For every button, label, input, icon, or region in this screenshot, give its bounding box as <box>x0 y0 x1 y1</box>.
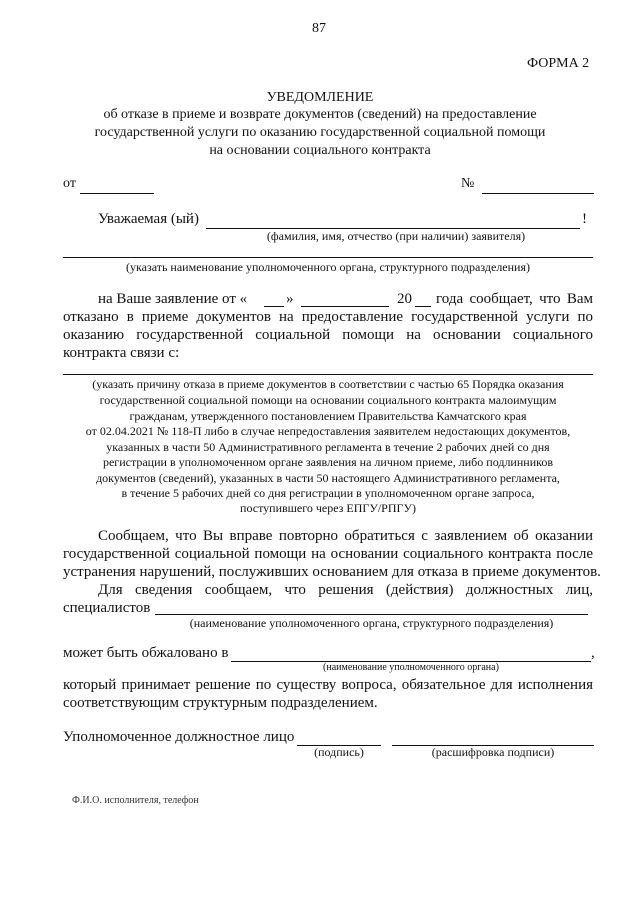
signature-label: Уполномоченное должностное лицо <box>63 729 295 745</box>
application-year-prefix: 20 <box>397 291 412 307</box>
appeal-line-2: который принимает решение по существу вопроса, обязательное для исполнения <box>63 677 593 693</box>
paragraph-1-line-3: оказанию государственной социальной помощи на основании социального <box>63 327 593 343</box>
document-heading: УВЕДОМЛЕНИЕ <box>266 90 374 105</box>
page-number: 87 <box>312 21 326 36</box>
applicant-name-hint: (фамилия, имя, отчество (при наличии) заявителя) <box>266 229 526 243</box>
appeal-line-3: соответствующим структурным подразделением. <box>63 695 378 711</box>
application-year-field[interactable] <box>415 306 431 307</box>
signature-decode-hint: (расшифровка подписи) <box>431 745 555 759</box>
appeal-label: может быть обжаловано в <box>63 645 229 661</box>
specialists-authority-hint: (наименование уполномоченного органа, структурного подразделения) <box>189 616 554 630</box>
application-month-field[interactable] <box>301 306 389 307</box>
authority-name-hint: (указать наименование уполномоченного органа, структурного подразделения) <box>125 260 530 274</box>
greeting-exclamation: ! <box>582 211 587 227</box>
document-number-field[interactable] <box>482 193 594 194</box>
appeal-comma: , <box>591 645 595 661</box>
refusal-reason-hint-3: гражданам, утвержденного постановлением Правительства Камчатского края <box>129 409 527 423</box>
paragraph-1-line-4: контракта связи с: <box>63 345 180 361</box>
refusal-reason-hint-4: от 02.04.2021 № 118-П либо в случае непредоставления заявителем недостающих документов, <box>85 424 571 438</box>
refusal-reason-field[interactable] <box>63 374 593 375</box>
signature-hint: (подпись) <box>314 745 364 759</box>
application-quote-close: » <box>286 291 294 307</box>
application-text-end: года сообщает, что Вам <box>436 291 593 307</box>
refusal-reason-hint-1: (указать причину отказа в приеме документов в соответствии с частью 65 Порядка оказания <box>92 377 564 391</box>
refusal-reason-hint-6: регистрации в уполномоченном органе заявления на личном приеме, либо подлинников <box>102 455 554 469</box>
refusal-reason-hint-2: государственной социальной помощи на основании социального контракта малоимущим <box>99 393 557 407</box>
refusal-reason-hint-8: в течение 5 рабочих дней со дня регистрации в уполномоченном органе запроса, <box>121 486 535 500</box>
authority-name-field[interactable] <box>63 257 593 258</box>
paragraph-3-line-1: Для сведения сообщаем, что решения (действия) должностных лиц, <box>98 582 593 598</box>
refusal-reason-hint-7: документов (сведений), указанных в части 50 настоящего Административного регламента, <box>96 471 560 485</box>
refusal-reason-hint-9: поступившего через ЕПГУ/РПГУ) <box>240 501 416 515</box>
from-label: от <box>63 176 76 191</box>
document-subtitle-line-1: об отказе в приеме и возврате документов (сведений) на предоставление <box>103 107 537 122</box>
paragraph-2-line-2: государственной социальной помощи на основании социального контракта после <box>63 546 593 562</box>
application-text-start: на Ваше заявление от « <box>98 291 248 307</box>
paragraph-2-line-3: устранения нарушений, послуживших основанием для отказа в приеме документов. <box>63 564 601 580</box>
greeting-label: Уважаемая (ый) <box>98 211 199 227</box>
appeal-authority-hint: (наименование уполномоченного органа) <box>323 662 499 673</box>
application-day-field[interactable] <box>264 306 284 307</box>
document-subtitle-line-3: на основании социального контракта <box>209 143 431 158</box>
paragraph-2-line-1: Сообщаем, что Вы вправе повторно обратиться с заявлением об оказании <box>98 528 593 544</box>
from-date-field[interactable] <box>80 193 154 194</box>
document-subtitle-line-2: государственной услуги по оказанию государственной социальной помощи <box>94 125 546 140</box>
paragraph-1-line-2: отказано в приеме документов на предоставление государственной услуги по <box>63 309 593 325</box>
form-label: ФОРМА 2 <box>527 56 590 71</box>
executor-contact-note: Ф.И.О. исполнителя, телефон <box>72 795 199 806</box>
specialists-label: специалистов <box>63 600 151 616</box>
number-label: № <box>461 176 475 191</box>
refusal-reason-hint-5: указанных в части 50 Административного регламента в течение 2 рабочих дней со дня <box>106 440 550 454</box>
specialists-authority-field[interactable] <box>155 614 588 615</box>
